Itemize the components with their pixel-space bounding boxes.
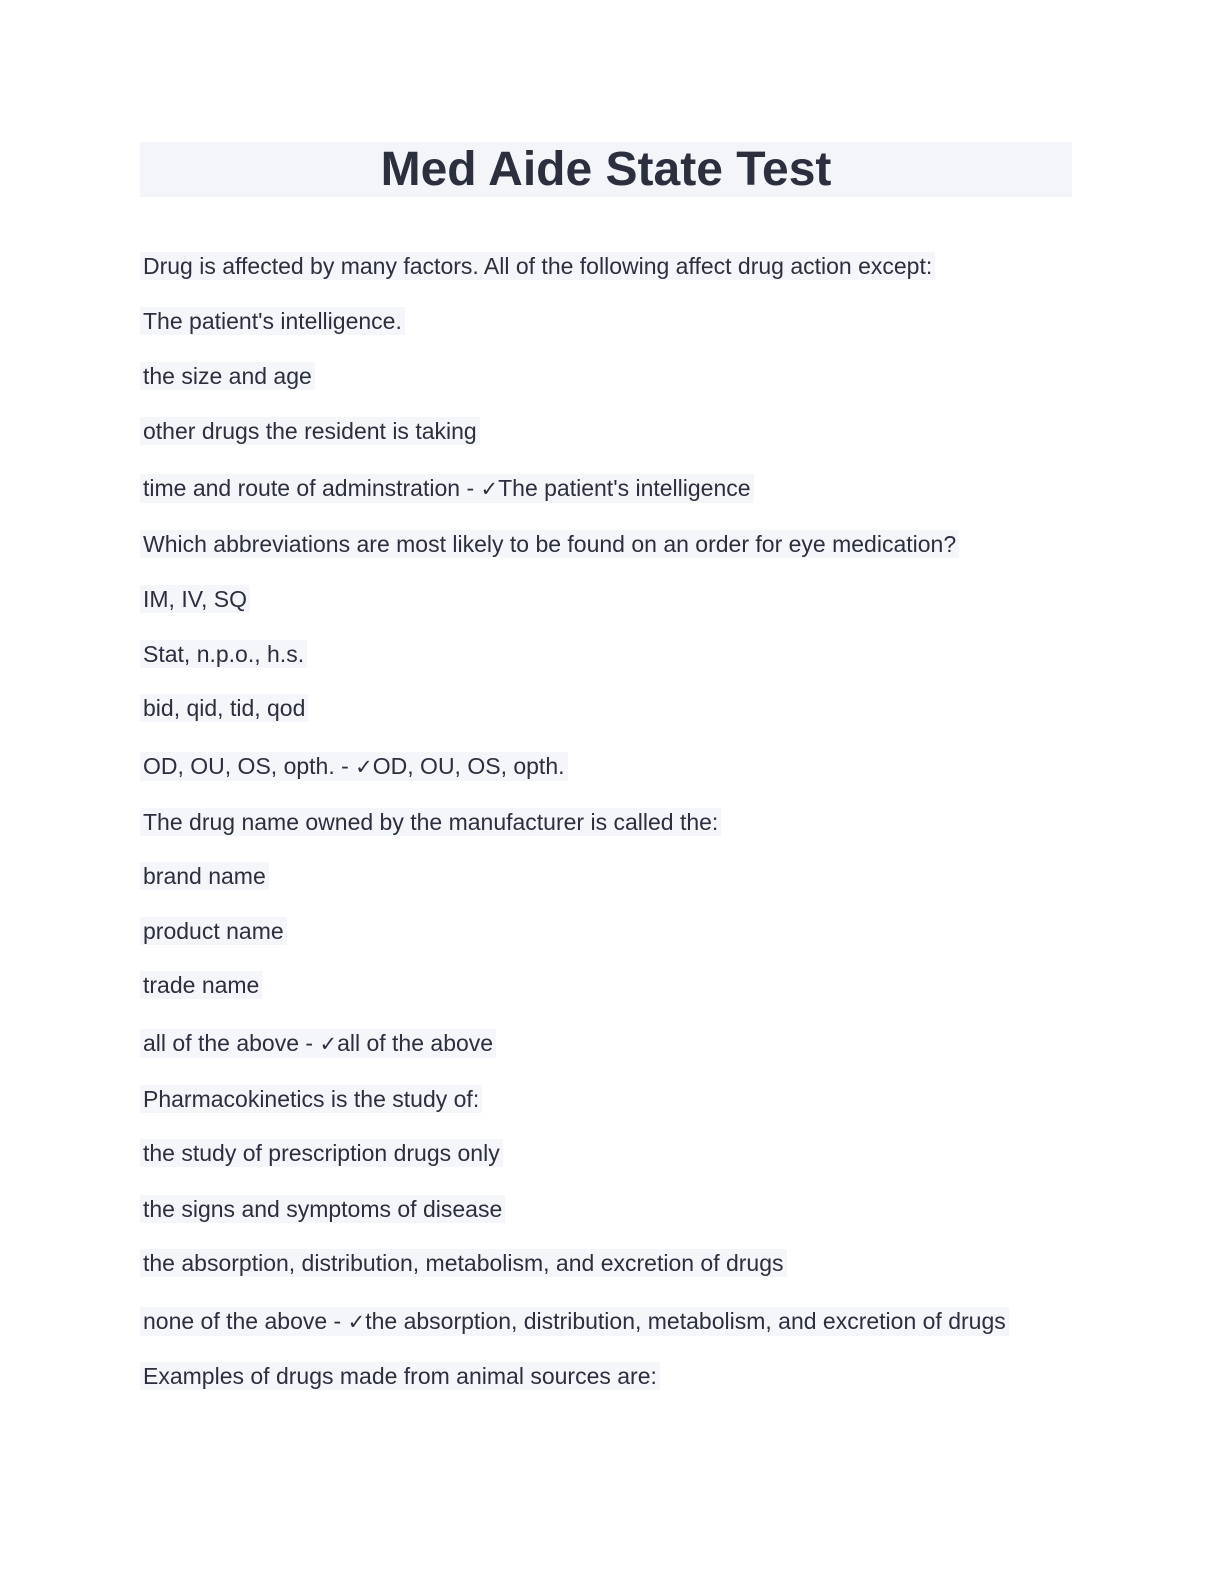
question-text: The drug name owned by the manufacturer is called the: bbox=[140, 808, 721, 836]
question-line bbox=[140, 1085, 482, 1113]
option-text: OD, OU, OS, opth. - bbox=[143, 752, 356, 779]
option-text: other drugs the resident is taking bbox=[140, 417, 480, 445]
option-line bbox=[140, 585, 250, 613]
correct-answer: all of the above bbox=[337, 1029, 494, 1056]
question-text: Examples of drugs made from animal sources are: bbox=[140, 1362, 660, 1390]
option-text: all of the above - bbox=[143, 1029, 320, 1056]
correct-answer: OD, OU, OS, opth. bbox=[372, 752, 565, 779]
option-text: trade name bbox=[140, 971, 262, 999]
question-line bbox=[140, 1362, 660, 1390]
answer-text-group bbox=[140, 1029, 496, 1058]
option-line bbox=[140, 917, 287, 945]
option-line bbox=[140, 1195, 505, 1223]
question-text: Drug is affected by many factors. All of the following affect drug action except: bbox=[140, 252, 935, 280]
option-line bbox=[140, 1139, 503, 1167]
option-text: the signs and symptoms of disease bbox=[140, 1195, 505, 1223]
option-line bbox=[140, 694, 308, 722]
checkmark-icon: ✓ bbox=[319, 1031, 338, 1056]
option-text: brand name bbox=[140, 862, 269, 890]
option-line bbox=[140, 362, 315, 390]
option-text: time and route of adminstration - bbox=[143, 474, 481, 501]
document-title: Med Aide State Test bbox=[380, 143, 832, 196]
answer-line bbox=[140, 752, 568, 780]
option-text: the study of prescription drugs only bbox=[140, 1139, 503, 1167]
option-text: The patient's intelligence. bbox=[140, 307, 405, 335]
document-title-banner bbox=[140, 142, 1072, 197]
checkmark-icon: ✓ bbox=[347, 1309, 366, 1334]
option-text: none of the above - bbox=[143, 1307, 348, 1334]
option-text: bid, qid, tid, qod bbox=[140, 694, 308, 722]
answer-line bbox=[140, 1307, 1009, 1335]
option-text: Stat, n.p.o., h.s. bbox=[140, 640, 307, 668]
correct-answer: the absorption, distribution, metabolism, and excretion of drugs bbox=[365, 1307, 1006, 1334]
answer-text-group bbox=[140, 752, 568, 781]
option-line bbox=[140, 307, 405, 335]
option-text: the absorption, distribution, metabolism, and excretion of drugs bbox=[140, 1249, 787, 1277]
option-text: IM, IV, SQ bbox=[140, 585, 250, 613]
question-line bbox=[140, 252, 935, 280]
option-line bbox=[140, 971, 262, 999]
answer-text-group bbox=[140, 474, 754, 503]
answer-text-group bbox=[140, 1307, 1009, 1336]
option-line bbox=[140, 862, 269, 890]
option-line bbox=[140, 417, 480, 445]
answer-line bbox=[140, 474, 754, 502]
question-text: Which abbreviations are most likely to be found on an order for eye medication? bbox=[140, 530, 959, 558]
checkmark-icon: ✓ bbox=[480, 476, 499, 501]
option-text: product name bbox=[140, 917, 287, 945]
answer-line bbox=[140, 1029, 496, 1057]
option-line bbox=[140, 1249, 787, 1277]
option-line bbox=[140, 640, 307, 668]
checkmark-icon: ✓ bbox=[355, 754, 373, 779]
question-text: Pharmacokinetics is the study of: bbox=[140, 1085, 482, 1113]
question-line bbox=[140, 530, 959, 558]
option-text: the size and age bbox=[140, 362, 315, 390]
question-line bbox=[140, 808, 721, 836]
correct-answer: The patient's intelligence bbox=[498, 474, 751, 501]
